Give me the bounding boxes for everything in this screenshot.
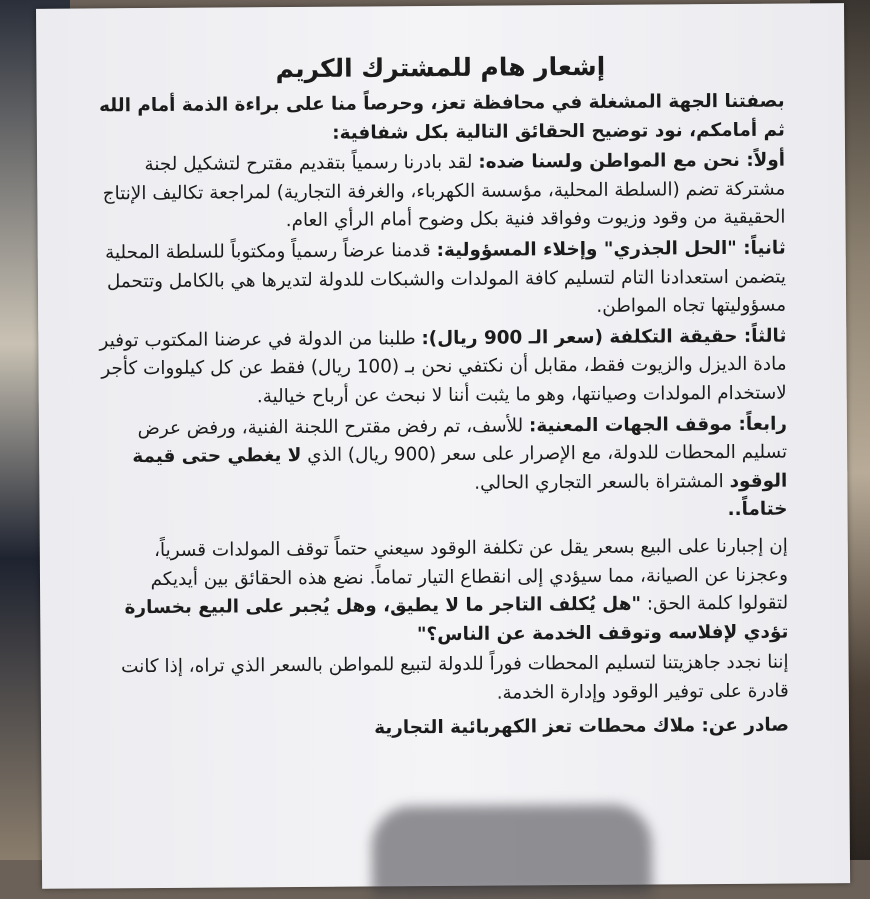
closing-paragraph (100, 532, 789, 651)
point-bold-tail: لا يغطي حتى قيمة الوقود (132, 445, 788, 492)
closing-question: "هل يُكلف التاجر ما لا يطيق، وهل يُجبر على البيع بخسارة تؤدي لإفلاسه وتوقف الخدمة عن الناس؟" (124, 593, 789, 645)
signature: صادر عن: ملاك محطات تعز الكهربائية التجارية (374, 715, 790, 739)
point-heading: ثالثاً: حقيقة التكلفة (سعر الـ 900 ريال): (421, 325, 787, 349)
point-text: قدمنا عرضاً رسمياً ومكتوباً للسلطة المحلية يتضمن استعدادنا التام لتسليم كافة المولدات والشبكات للدولة لتديرها هي بالكامل وتتحمل مسؤوليتها تجاه المواطن. (105, 239, 787, 318)
point-text: لقد بادرنا رسمياً بتقديم مقترح لتشكيل لجنة مشتركة تضم (السلطة المحلية، مؤسسة الكهرباء، والغرفة التجارية) لمراجعة تكاليف الإنتاج الحقيقية من وقود وزيوت وفواقد فنية بكل وضوح أمام الرأي العام. (102, 151, 786, 232)
point-2 (98, 235, 787, 326)
notice-content (96, 48, 789, 746)
hand-shadow (372, 805, 653, 897)
point-tail: المشتراة بالسعر التجاري الحالي. (474, 470, 730, 494)
point-text: للأسف، تم رفض مقترح اللجنة الفنية، ورفض عرض تسليم المحطات للدولة، مع الإصرار على سعر (900 ريال) الذي (137, 414, 788, 467)
point-heading: ثانياً: "الحل الجذري" وإخلاء المسؤولية: (436, 237, 786, 261)
notice-paper (36, 3, 850, 889)
closing-text: إن إجبارنا على البيع بسعر يقل عن تكلفة الوقود سيعني حتماً توقف المولدات قسرياً، وعجزنا عن الصيانة، مما سيؤدي إلى انقطاع التيار تماماً. نضع هذه الحقائق بين أيديكم لتقولوا كلمة الحق: (150, 535, 789, 615)
final-paragraph: إننا نجدد جاهزيتنا لتسليم المحطات فوراً للدولة لتبيع للمواطن بالسعر الذي تراه، إذا كانت قادرة على توفير الوقود وإدارة الخدمة. (121, 651, 789, 704)
point-text: طلبنا من الدولة في عرضنا المكتوب توفير مادة الديزل والزيوت فقط، مقابل أن نكتفي نحن بـ (100 ريال) فقط عن كل كيلووات كأجر لاستخدام المولدات وصيانتها، وهو ما يثبت أننا لا نبحث عن أرباح خيالية. (99, 327, 787, 408)
intro-paragraph: بصفتنا الجهة المشغلة في محافظة تعز، وحرصاً منا على براءة الذمة أمام الله ثم أمامكم، نود توضيح الحقائق التالية بكل شفافية: (99, 90, 785, 144)
point-4 (99, 410, 788, 501)
point-heading: أولاً: نحن مع المواطن ولسنا ضده: (478, 149, 786, 173)
point-heading: رابعاً: موقف الجهات المعنية: (528, 413, 787, 436)
closing-heading: ختاماً.. (727, 498, 788, 521)
point-3 (98, 322, 787, 413)
notice-title: إشعار هام للمشترك الكريم (275, 51, 606, 84)
point-1 (97, 147, 786, 238)
